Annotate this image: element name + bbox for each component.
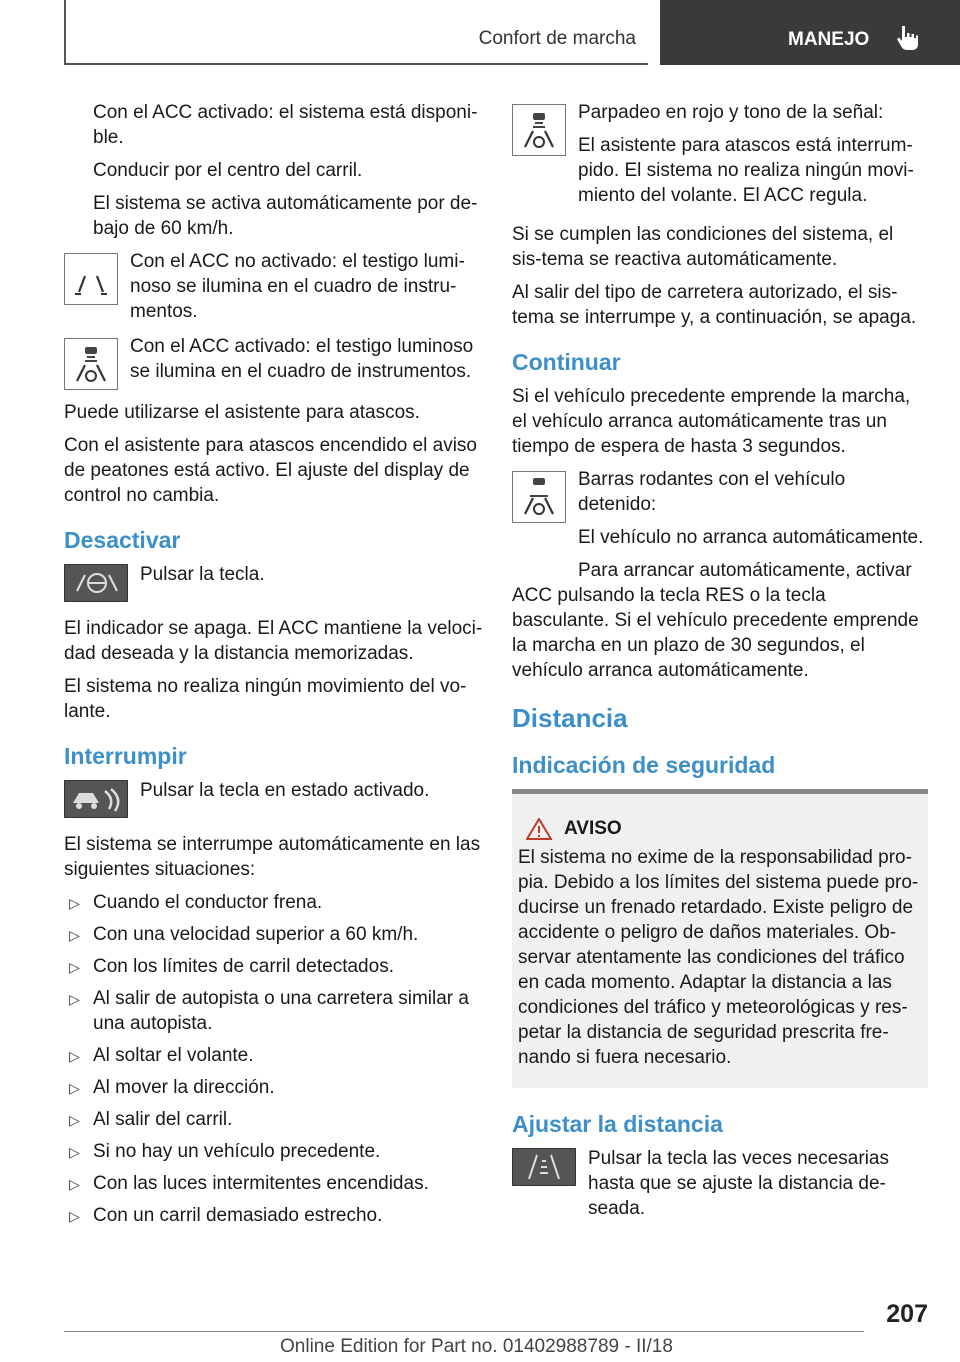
- paragraph: Si se cumplen las condiciones del sistema, el sis-tema se reactiva automáticamente.: [512, 224, 894, 270]
- list-item: ▷ Con un carril demasiado estrecho.: [64, 1203, 484, 1228]
- indicator-description: Barras rodantes con el vehículo detenido:: [578, 469, 846, 515]
- key-instruction: Pulsar la tecla.: [140, 564, 265, 585]
- paragraph: Si el vehículo precedente emprende la marcha, el vehículo arranca automáticamente tras un tiempo de espera de hasta 3 segundos.: [512, 386, 911, 457]
- paragraph: Conducir por el centro del carril.: [93, 160, 363, 181]
- chapter-label: MANEJO: [788, 29, 870, 50]
- paragraph: El sistema no realiza ningún movimiento del vo-lante.: [64, 676, 467, 722]
- header-underline: [64, 63, 648, 65]
- section-title: Confort de marcha: [478, 28, 636, 49]
- key-row: [64, 778, 484, 818]
- list-item: ▷ Si no hay un vehículo precedente.: [64, 1139, 484, 1164]
- triangle-bullet-icon: ▷: [69, 959, 80, 975]
- warning-triangle-icon: [526, 818, 552, 840]
- list-item: ▷ Al salir del carril.: [64, 1107, 484, 1132]
- paragraph: Al salir del tipo de carretera autorizado, el sis-tema se interrumpe y, a continuación, se apaga.: [512, 282, 917, 328]
- triangle-bullet-icon: ▷: [69, 1208, 80, 1224]
- paragraph: El sistema se activa automáticamente por de-bajo de 60 km/h.: [93, 193, 478, 239]
- heading-desactivar: Desactivar: [64, 527, 181, 553]
- page-number: 207: [886, 1300, 928, 1328]
- heading-interrumpir: Interrumpir: [64, 743, 187, 769]
- triangle-bullet-icon: ▷: [69, 1112, 80, 1128]
- indicator-row: [512, 467, 928, 683]
- heading-ajustar: Ajustar la distancia: [512, 1111, 723, 1137]
- paragraph: Con el ACC activado: el sistema está disponi-ble.: [93, 102, 478, 148]
- indicator-description: Con el ACC activado: el testigo luminoso se ilumina en el cuadro de instrumentos.: [130, 336, 474, 382]
- warning-box: [512, 789, 928, 1088]
- rolling-bars-icon: [512, 471, 566, 523]
- steering-assist-button-icon: [64, 564, 128, 602]
- right-column: [512, 100, 928, 1221]
- lane-lines-icon: [64, 253, 118, 305]
- footer-divider: [64, 1331, 864, 1332]
- indicator-description: El asistente para atascos está interrum-pido. El sistema no realiza ningún movi-miento del volante. El ACC regula.: [578, 135, 914, 206]
- triangle-bullet-icon: ▷: [69, 1080, 80, 1096]
- key-row: [512, 1146, 928, 1221]
- list-item: ▷ Al mover la dirección.: [64, 1075, 484, 1100]
- paragraph: El indicador se apaga. El ACC mantiene la veloci-dad deseada y la distancia memorizadas.: [64, 618, 483, 664]
- list-item: ▷ Con una velocidad superior a 60 km/h.: [64, 922, 484, 947]
- list-item: ▷ Al soltar el volante.: [64, 1043, 484, 1068]
- triangle-bullet-icon: ▷: [69, 895, 80, 911]
- list-item: ▷ Con los límites de carril detectados.: [64, 954, 484, 979]
- list-item: ▷ Al salir de autopista o una carretera similar a una autopista.: [69, 988, 469, 1034]
- interruption-list: [64, 890, 484, 1228]
- paragraph: El sistema se interrumpe automáticamente en las siguientes situaciones:: [64, 834, 481, 880]
- triangle-bullet-icon: ▷: [69, 1144, 80, 1160]
- paragraph: Puede utilizarse el asistente para atascos.: [64, 402, 420, 423]
- indicator-description: El vehículo no arranca automáticamente.: [578, 527, 924, 548]
- distance-button-icon: [512, 1148, 576, 1186]
- hand-pointer-icon: [896, 24, 920, 52]
- heading-seguridad: Indicación de seguridad: [512, 752, 776, 778]
- left-column: [64, 100, 484, 1235]
- indicator-row: [64, 334, 484, 390]
- lane-assist-interrupted-icon: [512, 104, 566, 156]
- lane-assist-car-icon: [64, 338, 118, 390]
- key-instruction: Pulsar la tecla las veces necesarias hasta que se ajuste la distancia de-seada.: [588, 1148, 889, 1219]
- indicator-row: [512, 100, 928, 208]
- list-item: ▷ Cuando el conductor frena.: [64, 890, 484, 915]
- list-item: ▷ Con las luces intermitentes encendidas.: [64, 1171, 484, 1196]
- warning-text: El sistema no exime de la responsabilidad pro-pia. Debido a los límites del sistema puede pro-ducirse un frenado retardado. Existe peligro de accidente o peligro de daños materiales. Ob-servar atentamente las condiciones del tráfico en cada momento. Adaptar la distancia a las condiciones del tráfico y meteorológicas y res-petar la distancia de seguridad prescrita fre-nando si fuera necesario.: [518, 847, 919, 1068]
- indicator-description: Parpadeo en rojo y tono de la señal:: [578, 102, 884, 123]
- triangle-bullet-icon: ▷: [69, 1048, 80, 1064]
- triangle-bullet-icon: ▷: [69, 991, 80, 1007]
- key-instruction: Pulsar la tecla en estado activado.: [140, 780, 430, 801]
- triangle-bullet-icon: ▷: [69, 1176, 80, 1192]
- indicator-description: Con el ACC no activado: el testigo lumi-noso se ilumina en el cuadro de instru-mentos.: [130, 251, 465, 322]
- driving-assist-button-icon: [64, 780, 128, 818]
- key-row: [64, 562, 484, 602]
- edition-text: Online Edition for Part no. 01402988789 - II/18: [280, 1336, 673, 1357]
- heading-distancia: Distancia: [512, 703, 628, 733]
- heading-continuar: Continuar: [512, 349, 621, 375]
- paragraph: Con el asistente para atascos encendido el aviso de peatones está activo. El ajuste del display de control no cambia.: [64, 435, 477, 506]
- warning-title: AVISO: [518, 816, 920, 841]
- chapter-tab: [660, 0, 960, 65]
- indicator-row: [64, 249, 484, 324]
- triangle-bullet-icon: ▷: [69, 927, 80, 943]
- indicator-description: Para arrancar automáticamente, activar ACC pulsando la tecla RES o la tecla basculante. Si el vehículo precedente emprende la marcha en un plazo de 30 segundos, el vehículo arranca automáticamente.: [512, 560, 919, 681]
